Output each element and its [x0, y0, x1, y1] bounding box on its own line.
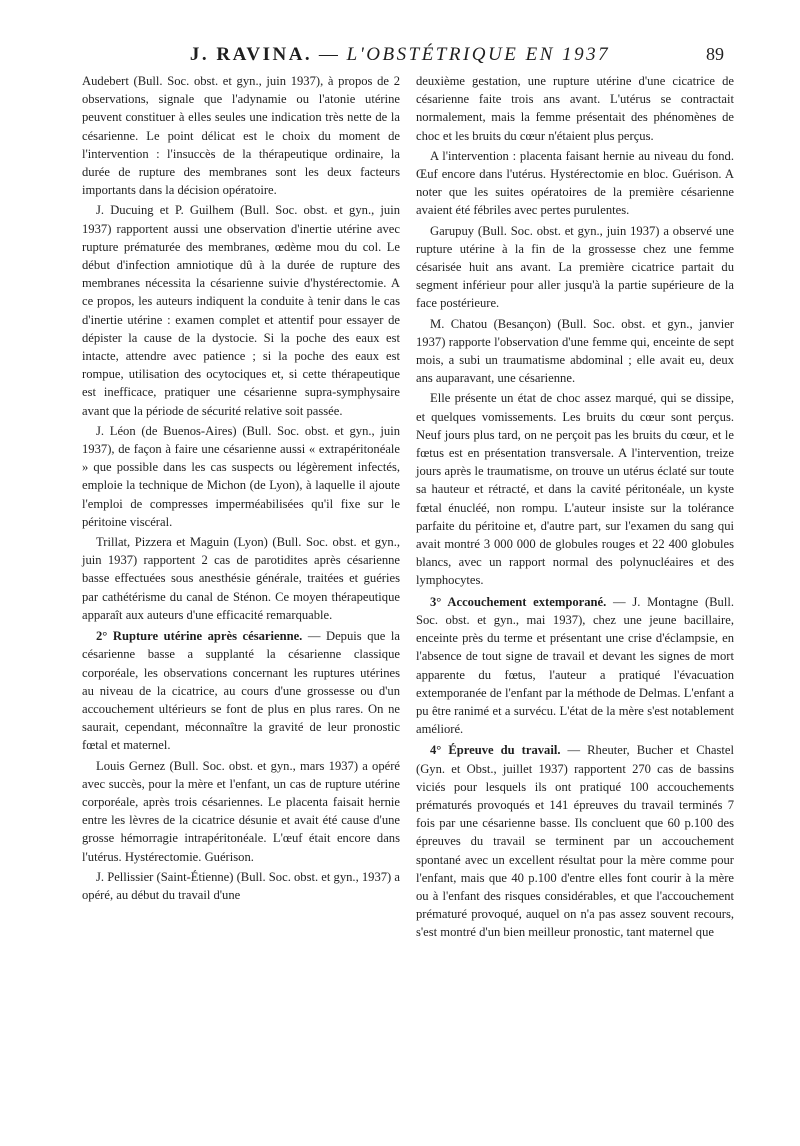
header-author: J. RAVINA. [189, 44, 313, 65]
section-accouchement-extemporane [416, 593, 734, 739]
right-column [416, 72, 734, 942]
paragraph-leon: J. Léon (de Buenos-Aires) (Bull. Soc. obst. et gyn., juin 1937), de façon à faire une césarienne aussi « extrapéritonéale » que possible dans les cas suspects ou légèrement infectés, emploie la technique de Michon (de Lyon), à laquelle il ajoute l'emploi de compresses imperméabilisées qu'il fixe sur le péritoine viscéral. [82, 423, 400, 529]
section-text-rupture: — Depuis que la césarienne basse a supplanté la césarienne classique corporéale, les observations concernant les ruptures utérines au niveau de la cicatrice, au cours d'une grossesse ou d'un accouchement ultérieurs se font de plus en plus rares. On ne saurait, cependant, méconnaître la gravité de leur pronostic fœtal et maternel. [82, 629, 400, 753]
header-dash: — [318, 44, 340, 65]
running-title [0, 44, 800, 66]
paragraph-chatou: M. Chatou (Besançon) (Bull. Soc. obst. et gyn., janvier 1937) rapporte l'observation d'une femme qui, enceinte de sept mois, a subi un traumatisme abdominal ; elle avait eu, deux ans auparavant, une césarienne. [416, 316, 734, 386]
section-heading-epreuve: 4° Épreuve du travail. [430, 743, 561, 758]
paragraph-garupuy: Garupuy (Bull. Soc. obst. et gyn., juin 1937) a observé une rupture utérine à la fin de la grossesse chez une femme césarisée huit ans avant. La première cicatrice partait du segment inférieur pour aller jusqu'à la partie supérieure de la face postérieure. [416, 223, 734, 311]
section-text-extemporane: — J. Montagne (Bull. Soc. obst. et gyn., mai 1937), chez une jeune bacillaire, enceinte près du terme et présentant une crise d'éclampsie, en l'absence de tout signe de travail et devant les signes de mort apparente du fœtus, l'auteur a pratiqué l'évacuation extemporanée de l'enfant par la méthode de Delmas. L'enfant a pu être ranimé et a survécu. L'état de la mère s'est notablement amélioré. [416, 594, 734, 737]
section-heading-rupture: 2° Rupture utérine après césarienne. [96, 629, 303, 644]
header-title: L'OBSTÉTRIQUE EN 1937 [346, 44, 611, 65]
paragraph-audebert: Audebert (Bull. Soc. obst. et gyn., juin 1937), à propos de 2 observations, signale que l'adynamie ou l'atonie utérine peuvent constituer à elles seules une indication très nette de la césarienne. Le point délicat est le choix du moment de l'intervention : l'insuccès de la thérapeutique ordinaire, la durée de rupture des membranes sont les deux facteurs importants dans la décision opératoire. [82, 74, 400, 198]
section-epreuve-du-travail [416, 741, 734, 941]
section-text-epreuve: — Rheuter, Bucher et Chastel (Gyn. et Obst., juillet 1937) rapportent 270 cas de bassins viciés pour lesquels ils ont pratiqué 100 accouchements prématurés provoqués et 141 épreuves du travail terminés 7 fois par une césarienne basse. Ils concluent que 60 p.100 des épreuves du travail se terminent par un accouchement spontané avec un excellent résultat pour la mère comme pour l'enfant, mais que 40 p.100 d'entre elles font courir à la mère ou à l'enfant des risques considérables, et que l'accouchement prématuré provoqué, auquel on n'a pas assez souvent recours, s'est montré d'un bien meilleur pronostic, tant maternel que [416, 743, 734, 940]
page-number: 89 [706, 44, 724, 64]
paragraph-ducuing-guilhem: J. Ducuing et P. Guilhem (Bull. Soc. obst. et gyn., juin 1937) rapportent aussi une observation d'inertie utérine avec rupture prématurée des membranes, œdème mou du col. Le début d'infection amniotique dû à la durée de rupture des membranes nécessita la césarienne suivie d'hystérectomie. A ce propos, les auteurs indiquent la conduite à tenir dans le cas d'inertie utérine : examen complet et attentif pour essayer de dépister la cause de la dystocie. Si la poche des eaux est intacte, attendre avec patience ; si la poche des eaux est rompue, utilisation des ocytociques et, si cette thérapeutique est inefficace, pratiquer une césarienne supra-symphysaire avant que la période de sécurité relative soit passée. [82, 203, 400, 418]
paragraph-pellissier-cont: deuxième gestation, une rupture utérine d'une cicatrice de césarienne faite trois ans avant. L'utérus se contractait normalement, mais la femme présentait des phénomènes de choc et les bruits du cœur n'étaient plus perçus. [416, 74, 734, 143]
section-heading-extemporane: 3° Accouchement extemporané. [430, 594, 607, 609]
paragraph-intervention: A l'intervention : placenta faisant hernie au niveau du fond. Œuf encore dans l'utérus. Hystérectomie en bloc. Guérison. A noter que les suites opératoires de la première césarienne avaient été fébriles avec pertes purulentes. [416, 148, 734, 218]
paragraph-etat-de-choc: Elle présente un état de choc assez marqué, qui se dissipe, et quelques vomissements. Les bruits du cœur sont perçus. Neuf jours plus tard, on ne perçoit pas les bruits du cœur, et le fœtus est en présentation transversale. A l'intervention, treize jours après le traumatisme, on trouve un utérus éclaté sur toute sa hauteur et rétracté, et dans la cavité péritonéale, un kyste fœtal énucléé, non rompu. L'auteur insiste sur la tolérance parfaite du péritoine et, d'autre part, sur l'examen du sang qui avait montré 3 000 000 de globules rouges et 22 400 globules blancs, avec un rapport normal des polynucléaires et des lymphocytes. [416, 391, 734, 588]
paragraph-pellissier: J. Pellissier (Saint-Étienne) (Bull. Soc. obst. et gyn., 1937) a opéré, au début du travail d'une [82, 869, 400, 902]
paragraph-trillat: Trillat, Pizzera et Maguin (Lyon) (Bull. Soc. obst. et gyn., juin 1937) rapportent 2 cas de parotidites après césarienne basse effectuées sous anesthésie générale, traitées et guéries par cathétérisme du canal de Sténon. Ce moyen thérapeutique apparaît aux auteurs d'une efficacité remarquable. [82, 535, 400, 622]
section-rupture-uterine [82, 627, 400, 754]
left-column [82, 72, 400, 904]
paragraph-gernez: Louis Gernez (Bull. Soc. obst. et gyn., mars 1937) a opéré avec succès, pour la mère et l'enfant, un cas de rupture utérine corporéale, après trois césariennes. Le placenta faisait hernie entre les lèvres de la cicatrice désunie et avait été cause d'une grosse hémorragie intrapéritonéale. L'œuf était encore dans l'utérus. Hystérectomie. Guérison. [82, 758, 400, 864]
running-header [0, 44, 800, 72]
